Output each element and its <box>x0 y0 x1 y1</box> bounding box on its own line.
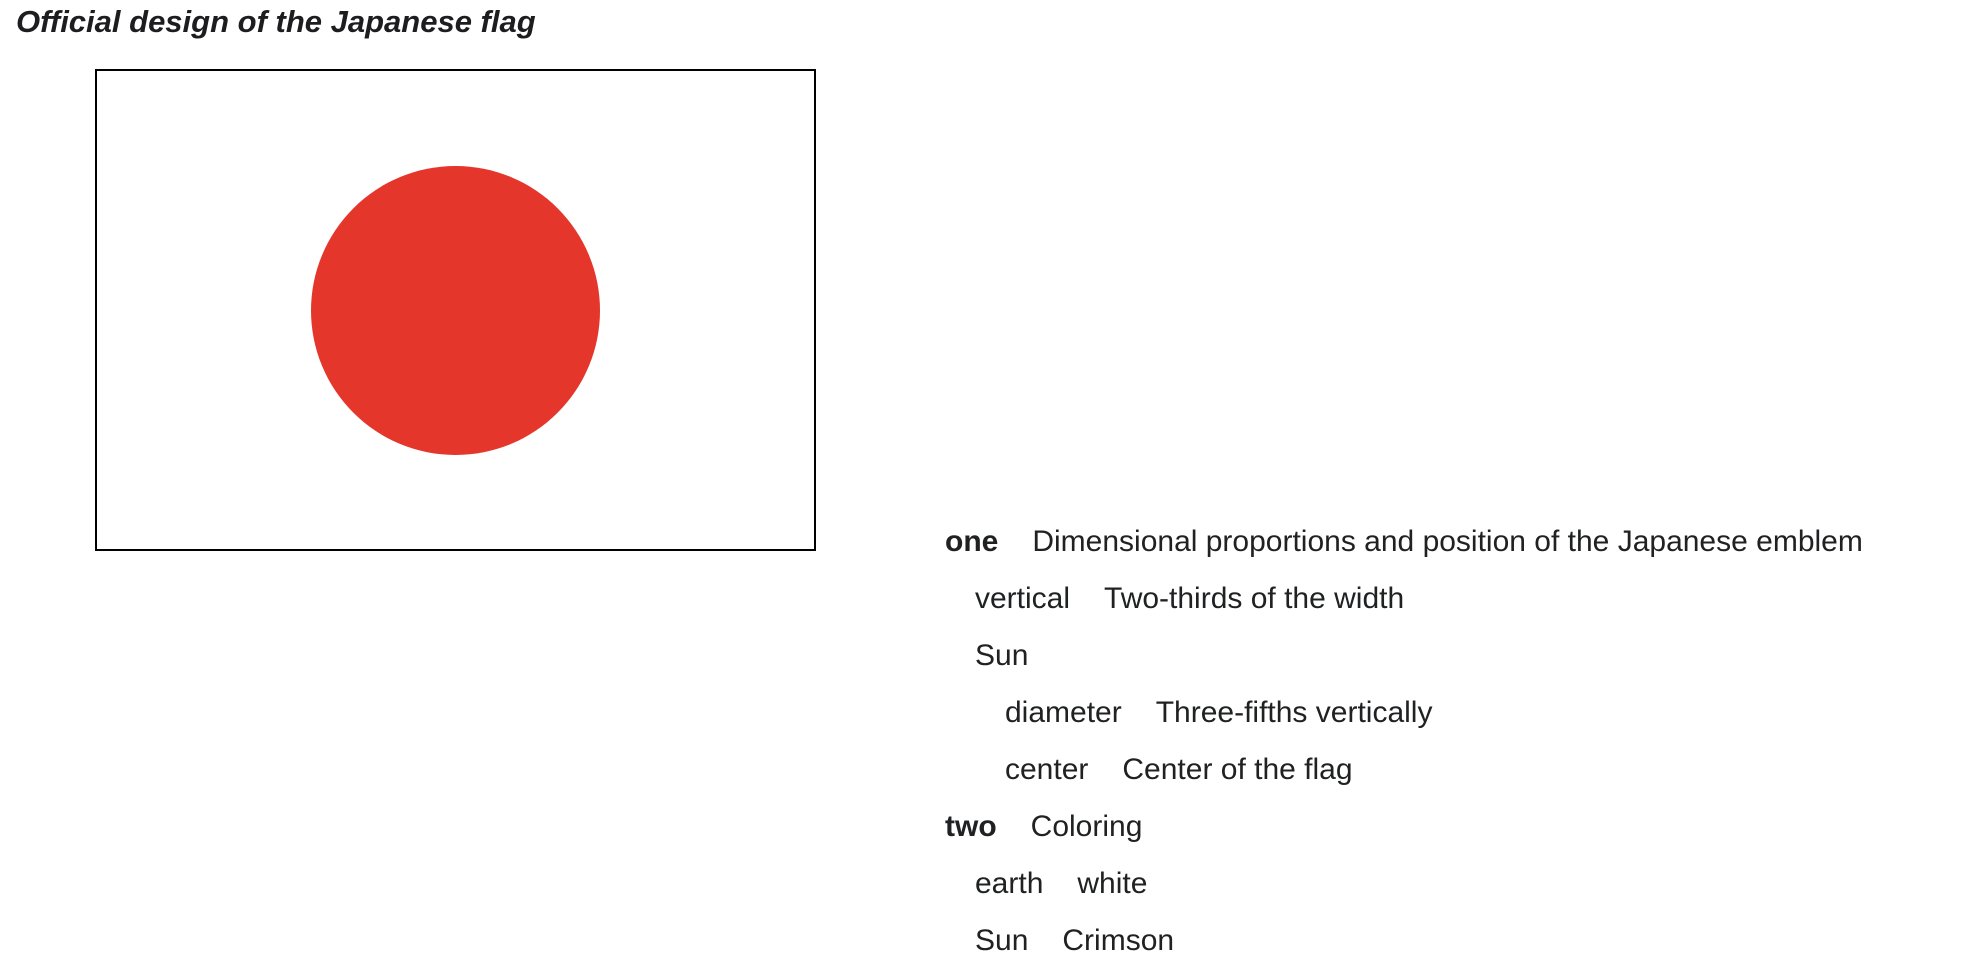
spec-value: Center of the flag <box>1122 753 1353 786</box>
page-title: Official design of the Japanese flag <box>16 4 536 39</box>
spec-label: Sun <box>975 924 1029 957</box>
spec-row <box>945 513 1863 570</box>
spec-value: Three-fifths vertically <box>1155 696 1433 729</box>
flag-sun-disc <box>311 166 600 455</box>
spec-label: two <box>945 810 997 843</box>
spec-row <box>945 912 1863 969</box>
spec-value: Coloring <box>1030 810 1143 843</box>
spec-label: vertical <box>975 582 1071 615</box>
spec-row <box>945 855 1863 912</box>
spec-row <box>945 684 1863 741</box>
spec-row <box>945 798 1863 855</box>
spec-value: Two-thirds of the width <box>1104 582 1405 615</box>
spec-value: Dimensional proportions and position of the Japanese emblem <box>1032 525 1863 558</box>
spec-row <box>945 741 1863 798</box>
spec-value: white <box>1077 867 1148 900</box>
spec-label: center <box>1005 753 1089 786</box>
japan-flag-image <box>95 69 816 551</box>
spec-label: earth <box>975 867 1044 900</box>
spec-row <box>945 627 1863 684</box>
spec-value: Crimson <box>1062 924 1175 957</box>
spec-label: diameter <box>1005 696 1122 729</box>
spec-label: Sun <box>975 639 1029 672</box>
spec-row <box>945 570 1863 627</box>
flag-spec-list <box>945 513 1863 969</box>
spec-label: one <box>945 525 999 558</box>
